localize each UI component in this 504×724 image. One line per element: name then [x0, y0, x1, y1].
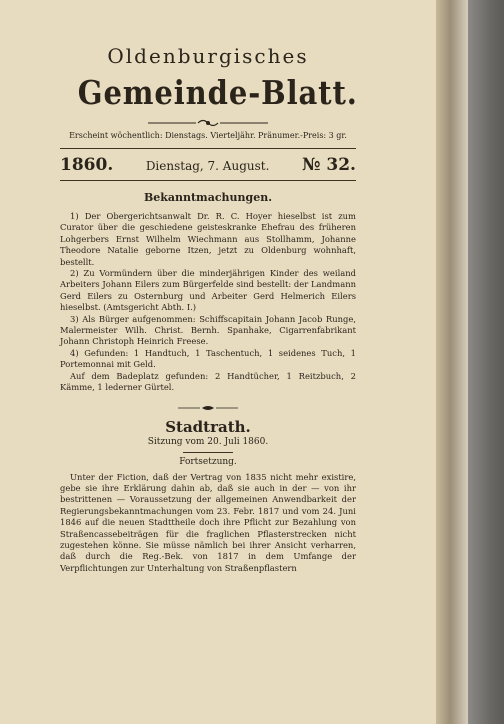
masthead-ornament — [60, 118, 356, 128]
section-divider-ornament — [60, 404, 356, 412]
continuation-label: Fortsetzung. — [179, 456, 237, 467]
page-content — [60, 44, 356, 574]
notice-paragraph: 3) Als Bürger aufgenommen: Schiffscapitain Johann Jacob Runge, Malermeister Wilh. Christ. Bernh. Spanhake, Cigarrenfabrikant Johann Christoph Heinrich Freese. — [60, 313, 356, 347]
section-title-stadtrath: Stadtrath. — [165, 417, 251, 436]
dateline — [60, 148, 356, 181]
book-binding-edge — [436, 0, 468, 724]
book-spine — [468, 0, 504, 724]
issue-date: Dienstag, 7. August. — [145, 159, 270, 173]
stadtrath-paragraph: Unter der Fiction, daß der Vertrag von 1835 nicht mehr existire, gebe sie ihre Erklärung dahin ab, daß sie auch in der — von ihr bestrittenen — Voraussetzung der allgemeinen Anwendbarkeit der Regierungsbekanntmachungen vom 23. Febr. 1817 und vom 24. Juni 1846 auf die neuen Stadttheile doch ihre Pflicht zur Bezahlung von Straßencassebeiträgen für die fraglichen Pflasterstrecken nicht zugestehen könne. Sie müsse nämlich bei ihrer Ansicht verharren, daß durch die Reg.-Bek. von 1817 in dem Umfange der Verpflichtungen zur Unterhaltung von Straßenpflastern — [60, 471, 356, 573]
session-date: Sitzung vom 20. Juli 1860. — [147, 436, 269, 447]
publication-info: Erscheint wöchentlich: Dienstags. Vierteljähr. Pränumer.-Preis: 3 gr. — [69, 131, 347, 140]
issue-number: № 32. — [302, 155, 356, 175]
notice-paragraph: Auf dem Badeplatz gefunden: 2 Handtücher, 1 Reitzbuch, 2 Kämme, 1 lederner Gürtel. — [60, 370, 356, 393]
issue-year: 1860. — [60, 155, 114, 175]
notice-paragraph: 1) Der Obergerichtsanwalt Dr. R. C. Hoyer hieselbst ist zum Curator über die geschiedene geisteskranke Ehefrau des früheren Lohgerbers Ernst Wilhelm Wiechmann aus Stollhamm, Johanne Theodore Natalie geborne Itzen, jetzt zu Oldenburg wohnhaft, bestellt. — [60, 211, 356, 267]
masthead-title: Gemeinde-Blatt. — [77, 73, 358, 112]
notice-paragraph: 2) Zu Vormündern über die minderjährigen Kinder des weiland Arbeiters Johann Eilers zum Bürgerfelde sind bestellt: der Landmann Gerd Eilers zu Osternburg und Arbeiter Gerd Helmerich Eilers hieselbst. (Amtsgericht Abth. I.) — [60, 268, 356, 313]
notice-paragraph: 4) Gefunden: 1 Handtuch, 1 Taschentuch, 1 seidenes Tuch, 1 Portemonnai mit Geld. — [60, 347, 356, 370]
section-title-bekanntmachungen: Bekanntmachungen. — [143, 191, 273, 204]
masthead-line1: Oldenburgisches — [107, 44, 309, 68]
divider-line — [183, 452, 233, 453]
